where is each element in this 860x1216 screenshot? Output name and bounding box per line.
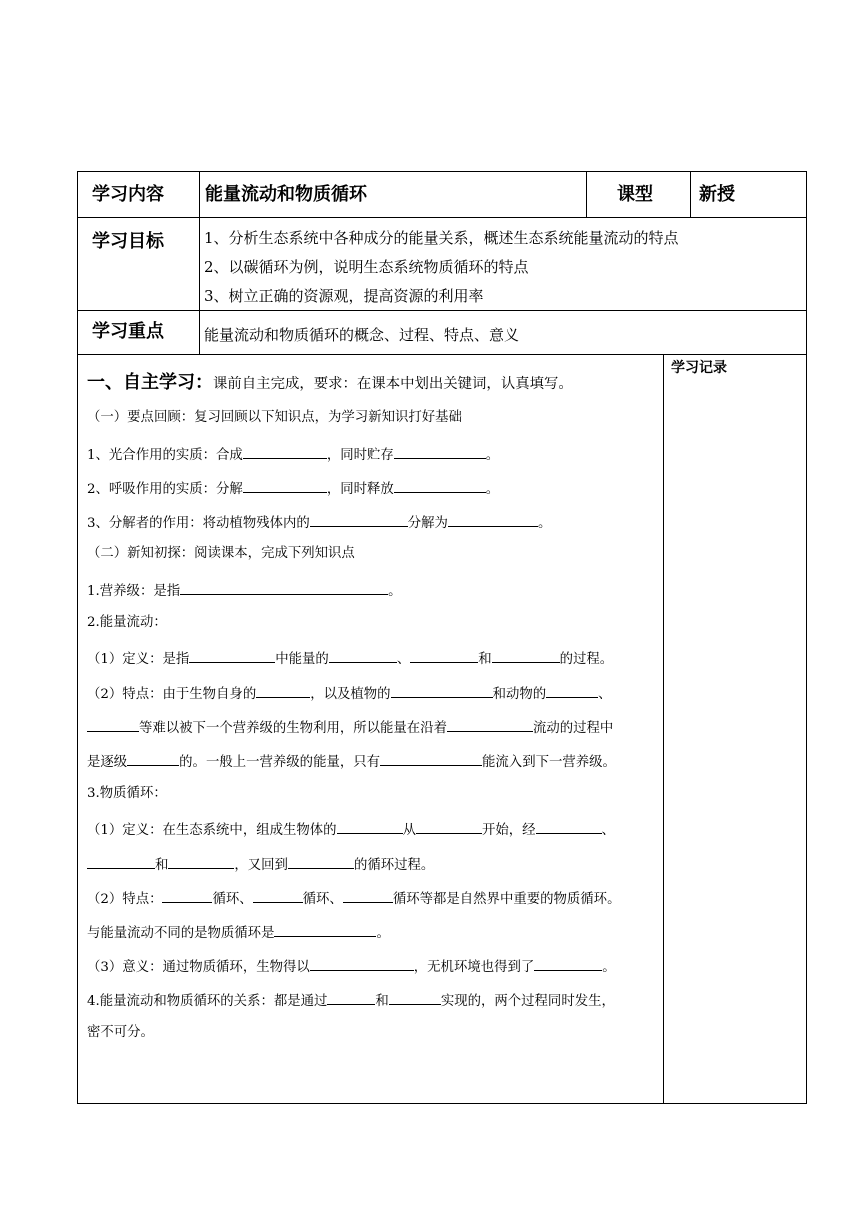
fill-blank[interactable] xyxy=(288,853,354,869)
review-item-1: 1、光合作用的实质：合成 ，同时贮存 。 xyxy=(87,443,499,466)
item-trophic-level: 1.营养级：是指 。 xyxy=(87,579,402,602)
energy-flow-feature-2: 等难以被下一个营养级的生物利用，所以能量在沿着 流动的过程中 xyxy=(87,716,613,739)
goal-item: 2、以碳循环为例，说明生态系统物质循环的特点 xyxy=(204,258,529,276)
fill-blank[interactable] xyxy=(394,477,486,493)
record-column-divider xyxy=(663,355,664,1103)
record-label: 学习记录 xyxy=(671,360,727,376)
content-value: 能量流动和物质循环 xyxy=(205,184,367,205)
header-row xyxy=(78,172,806,218)
goal-item: 3、树立正确的资源观，提高资源的利用率 xyxy=(204,287,484,305)
fill-blank[interactable] xyxy=(329,647,397,663)
fill-blank[interactable] xyxy=(416,818,482,834)
fill-blank[interactable] xyxy=(534,955,602,971)
goals-row xyxy=(78,218,806,311)
matter-cycle-definition-2: 和 ，又回到 的循环过程。 xyxy=(87,853,434,876)
goal-item: 1、分析生态系统中各种成分的能量关系，概述生态系统能量流动的特点 xyxy=(204,229,679,247)
fill-blank[interactable] xyxy=(310,955,414,971)
fill-blank[interactable] xyxy=(546,682,598,698)
energy-flow-feature-1: （2）特点：由于生物自身的 ，以及植物的 和动物的 、 xyxy=(87,682,612,705)
fill-blank[interactable] xyxy=(87,716,139,732)
fill-blank[interactable] xyxy=(274,921,376,937)
type-label: 课型 xyxy=(617,184,653,205)
fill-blank[interactable] xyxy=(447,716,533,732)
fill-blank[interactable] xyxy=(168,853,234,869)
matter-cycle-feature-2: 与能量流动不同的是物质循环是 。 xyxy=(87,921,390,944)
fill-blank[interactable] xyxy=(380,750,482,766)
fill-blank[interactable] xyxy=(337,818,403,834)
study-plan-table xyxy=(77,171,807,1104)
fill-blank[interactable] xyxy=(256,682,310,698)
goals-label: 学习目标 xyxy=(92,231,164,252)
fill-blank[interactable] xyxy=(327,989,375,1005)
matter-cycle-meaning: （3）意义：通过物质循环，生物得以 ，无机环境也得到了 。 xyxy=(87,955,616,978)
section-title-note: 课前自主完成，要求：在课本中划出关键词，认真填写。 xyxy=(213,376,573,392)
fill-blank[interactable] xyxy=(87,853,155,869)
fill-blank[interactable] xyxy=(394,443,486,459)
fill-blank[interactable] xyxy=(162,887,212,903)
fill-blank[interactable] xyxy=(127,750,179,766)
review-item-2: 2、呼吸作用的实质：分解 ，同时释放 。 xyxy=(87,477,499,500)
energy-flow-definition: （1）定义：是指 中能量的 、 和 的过程。 xyxy=(87,647,613,670)
matter-cycle-feature-1: （2）特点： 循环、 循环、 循环等都是自然界中重要的物质循环。 xyxy=(87,887,620,910)
review-item-3: 3、分解者的作用：将动植物残体内的 分解为 。 xyxy=(87,511,551,534)
relationship-line-1: 4.能量流动和物质循环的关系：都是通过 和 实现的，两个过程同时发生， xyxy=(87,989,615,1012)
fill-blank[interactable] xyxy=(536,818,602,834)
focus-row xyxy=(78,311,806,355)
fill-blank[interactable] xyxy=(343,887,393,903)
energy-flow-feature-3: 是逐级 的。一般上一营养级的能量，只有 能流入到下一营养级。 xyxy=(87,750,616,773)
fill-blank[interactable] xyxy=(253,887,303,903)
fill-blank[interactable] xyxy=(389,989,441,1005)
fill-blank[interactable] xyxy=(180,579,388,595)
section-title-main: 一、自主学习： xyxy=(87,372,213,393)
fill-blank[interactable] xyxy=(391,682,493,698)
fill-blank[interactable] xyxy=(410,647,478,663)
matter-cycle-definition-1: （1）定义：在生态系统中，组成生物体的 从 开始，经 、 xyxy=(87,818,615,841)
fill-blank[interactable] xyxy=(448,511,538,527)
energy-flow-heading: 2.能量流动： xyxy=(87,615,167,630)
new-knowledge-heading: （二）新知初探：阅读课本，完成下列知识点 xyxy=(87,546,355,561)
review-heading: （一）要点回顾：复习回顾以下知识点，为学习新知识打好基础 xyxy=(87,410,462,425)
relationship-line-2: 密不可分。 xyxy=(87,1025,154,1040)
matter-cycle-heading: 3.物质循环： xyxy=(87,786,167,801)
focus-label: 学习重点 xyxy=(92,321,164,342)
fill-blank[interactable] xyxy=(310,511,408,527)
fill-blank[interactable] xyxy=(492,647,560,663)
type-value: 新授 xyxy=(699,184,735,205)
fill-blank[interactable] xyxy=(243,477,327,493)
section-title xyxy=(87,373,573,395)
fill-blank[interactable] xyxy=(189,647,275,663)
fill-blank[interactable] xyxy=(243,443,327,459)
content-label: 学习内容 xyxy=(92,184,164,205)
focus-value: 能量流动和物质循环的概念、过程、特点、意义 xyxy=(204,326,520,344)
